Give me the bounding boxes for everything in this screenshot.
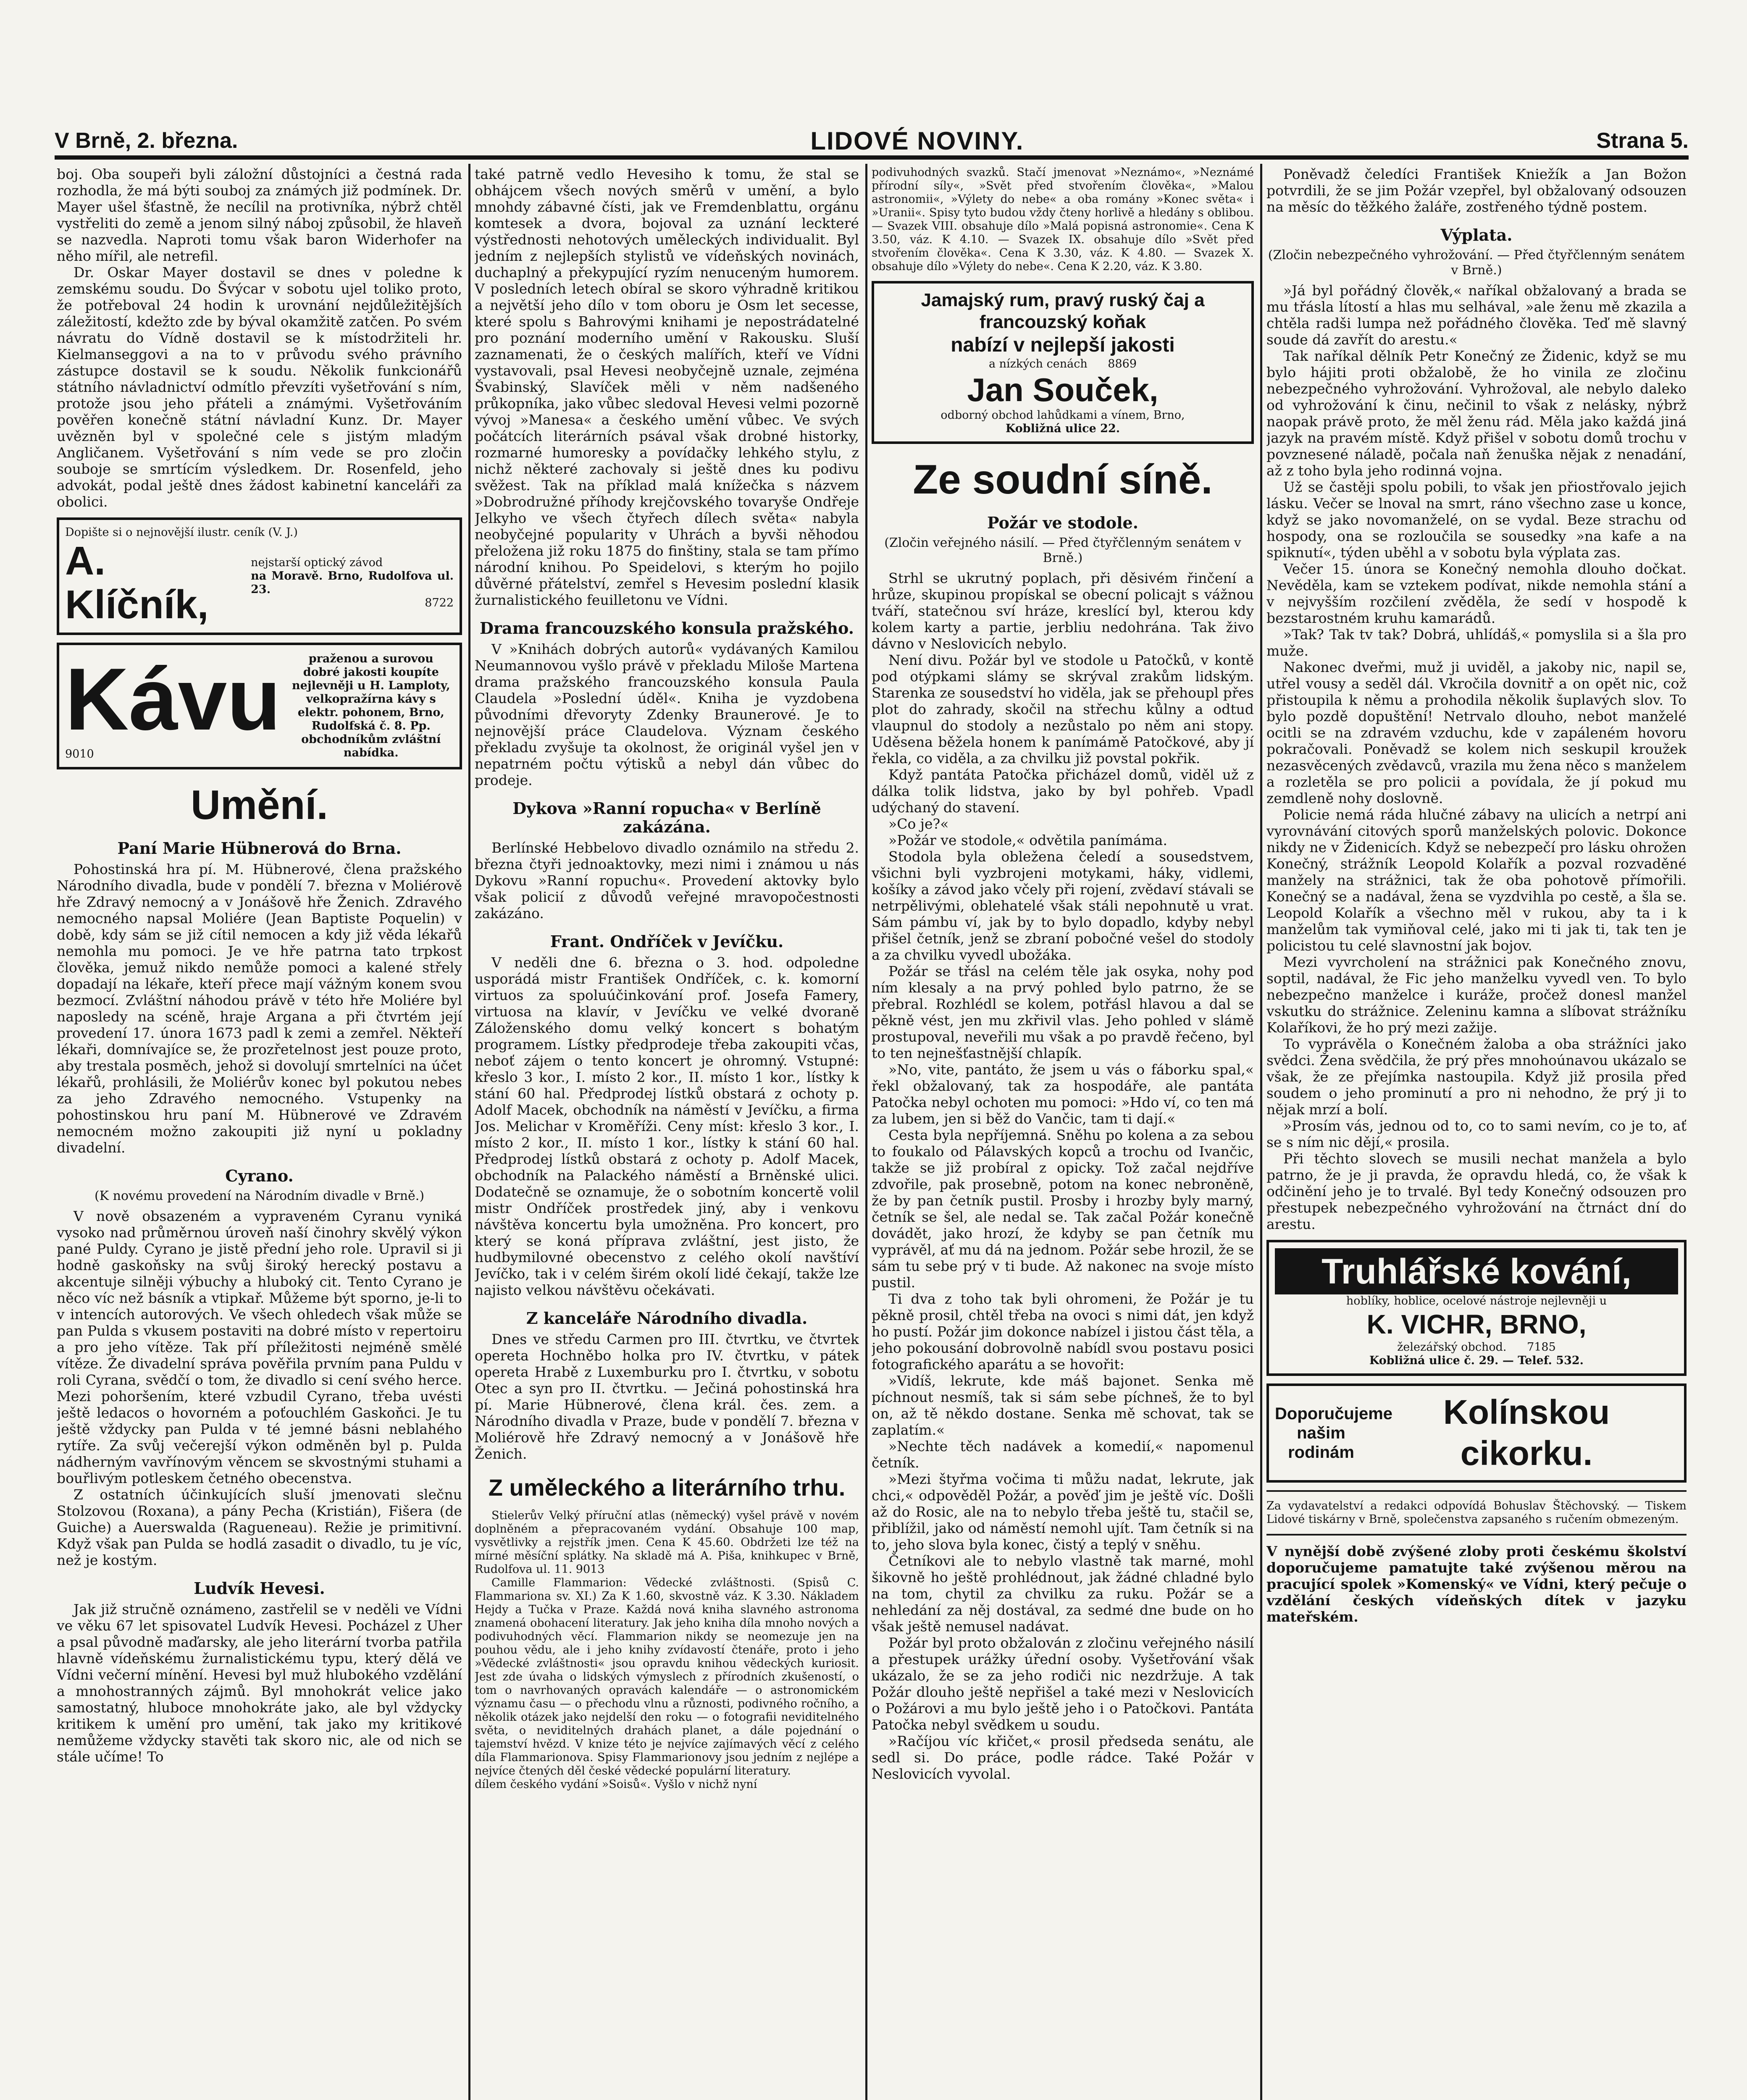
- ad-code: 7185: [1527, 1341, 1556, 1354]
- article-text: Nakonec dveřmi, muž ji uviděl, a jakoby nic, napil se, utřel vousy a seděl dál. Vkročila dovnitř a on opět nic, což přistoupila k němu a prohodila několik šuplavých slov. To bylo pozdě dopuštění! Netrvalo dlouho, nebot manželé ocitli se na zdravém vzduchu, kde v zapáleném hovoru pokračovali. Poněvadž se kolem nich seskupil kroužek nezasvěcených zvědavců, vrazila mu žena něco s manželem a rozletěla se pro policii a povídala, že jí pokud mu zemdleně nohy doslovně.: [1266, 659, 1687, 806]
- ad-brand: Truhlářské kování,: [1275, 1248, 1678, 1294]
- article-title: Cyrano.: [225, 1166, 294, 1185]
- article-subtitle: (Zločin veřejného násilí. — Před čtyřčlenným senátem v Brně.): [884, 536, 1241, 565]
- divider: [1266, 1534, 1687, 1536]
- article-text: Stielerův Velký příruční atlas (německý) vyšel právě v novém doplněném a přepracovaném vydání. Obsahuje 100 map, vysvětlivky a rejstřík jmen. Cena K 45.60. Obdržeti lze též na mírné měsíční splátky. Na skladě má A. Piša, knihkupec v Brně, Rudolfova ul. 11. 9013: [475, 1509, 859, 1576]
- article-text: Není divu. Požár byl ve stodole u Patočků, v kontě pod otýpkami slámy se skrýval zrakům lidským. Starenka ze sousedství ho viděla, jak se přehoupl přes plot do zahrady, skočil na střechu kůlny a odtud vlaupnul do stodoly a nezůstalo po něm ani stopy. Uděsena běžela honem k panímámě Patočkové, aby jí řekla, co viděla, a za chvilku již povstal pokřik.: [872, 652, 1254, 766]
- column-rule: [865, 164, 867, 2100]
- article-text: Jak již stručně oznámeno, zastřelil se v neděli ve Vídni ve věku 67 let spisovatel Ludvík Hevesi. Pocházel z Uher a psal původně maďarsky, ale jeho literární tvorba patřila hlavně vídeňskému žurnalistickému typu, který dělá ve Vídni večerní mínění. Hevesi byl muž hlubokého vzdělání a mnohostranných zájmů. Byl mnohokrát velice jako samostatný, hluboce mnohokráte jako, ale byl vždycky kritikem k umění pro umění, tak jako my kritikové nemůžeme vždycky stavěti tak skoro nic, ale od nich se stále učíme! To: [57, 1601, 462, 1765]
- article-text: Četníkovi ale to nebylo vlastně tak marné, mohl šikovně ho ještě prohlédnout, jak žádné chladné bylo na tom, chytil za chvilku za ruku. Požár se a nehledání za něj dostával, za sedmé dne bude on ho však ještě nemusel nadávat.: [872, 1553, 1254, 1635]
- article-text: »Já byl pořádný člověk,« naříkal obžalovaný a brada se mu třásla lítostí a hlas mu selhával, »ale ženu mě zkazila a chtěla radši lumpa než pořádného člověka. Teď mě slavný soude dá zavřít do arestu.«: [1266, 282, 1687, 348]
- ad-code: 8869: [1108, 357, 1137, 370]
- article-title: Frant. Ondříček v Jevíčku.: [550, 932, 784, 951]
- article-title: Ludvík Hevesi.: [194, 1579, 325, 1598]
- column-4: [1266, 166, 1687, 2100]
- article-text: »Tak? Tak tv tak? Dobrá, uhlídáš,« pomyslila si a šla pro muže.: [1266, 626, 1687, 659]
- newspaper-title: LIDOVÉ NOVINY.: [810, 126, 1024, 155]
- ad-text: praženou a surovou dobré jakosti koupíte nejlevněji u H. Lamploty, velkopražírna kávy s elektr. pohonem, Brno, Rudolfská č. 8. Pp. obchodníkům zvláštní nabídka.: [292, 652, 450, 759]
- ad-brand: Kávu: [65, 650, 281, 748]
- article-text: dílem českého vydání »Soisů«. Vyšlo v nichž nyní: [475, 1778, 757, 1791]
- ad-text: Doporučujeme našim rodinám: [1275, 1404, 1393, 1462]
- ad-cikorka: [1266, 1383, 1687, 1483]
- article-text: Požár se třásl na celém těle jak osyka, nohy pod ním klesaly a na prvý pohled bylo patrno, že se přebral. Rozhlédl se kolem, potřásl hlavou a dal se pěkně vést, jen mu zkřivil vlas. Jeho pohled v slámě prostupoval, neveřili mu však a po pravdě řečeno, byl to ten nejnešťastnější chlapík.: [872, 963, 1254, 1061]
- article-title: Výplata.: [1440, 226, 1513, 244]
- impressum: Za vydavatelství a redakci odpovídá Bohuslav Štěchovský. — Tiskem Lidové tiskárny v Brně, společenstva zapsaného s ručením obmezeným.: [1266, 1499, 1687, 1526]
- column-rule: [1260, 164, 1262, 2100]
- page-header: [55, 126, 1689, 160]
- article-text: »Vidíš, lekrute, kde máš bajonet. Senka mě píchnout nesmíš, tak si sám sebe píchneš, že to byl on, až tě někdo dostane. Senka mě schovat, tak se zaplatím.«: [872, 1373, 1254, 1438]
- column-3: [872, 166, 1254, 2100]
- ad-line: Dopište si o nejnovější ilustr. ceník (V. J.): [65, 526, 298, 539]
- ad-line: Kobližná ulice 22.: [1005, 422, 1120, 435]
- divider: [1266, 1490, 1687, 1492]
- article-title: Drama francouzského konsula pražského.: [480, 619, 854, 638]
- article-text: také patrně vedlo Hevesiho k tomu, že stal se obhájcem všech nových směrů v umění, a bylo mnohdy zábavné čísti, jak ve Fremdenblattu, orgánu komtesek a dvora, bojoval za uznání leckteré výstřednosti nehotových uměleckých individualit. Byl jedním z nejlepších stylistů ve vídeňských novinách, duchaplný a překypující ryzím nenuceným humorem. V posledních letech obíral se skoro výhradně kritikou a největší jeho dílo v tom oboru je Osm let secesse, které spolu s Bahrovými knihami je nepostrádatelné pro poznání moderního umění v Rakousku. Sluší zaznamenati, že o českých malířích, kteří ve Vídni vystavovali, psal Hevesi neobyčejně uznale, zejména Švabinský, Slavíček měli v něm nadšeného průkopníka, jako vůbec sledoval Hevesi velmi pozorně vývoj »Manesa« a českého umění vůbec. Ve svých počátcích literárních psával však drobné historky, rozmarné humoresky a povídačky lehkého stylu, z nichž některé zachovaly si ještě dnes ku podivu svěžest. Tak na příklad malá knížečka s názvem »Dobrodružné příhody krejčovského tovaryše Ondřeje Jelkyho ve všech čtyřech dílech světa« nabyla neobyčejné popularity v Uhrách a byvši něhodou přeložena již roku 1875 do finštiny, stala se tam přímo národní knihou. Po Speidelovi, s kterým ho pojilo důvěrné přátelství, zemřel s Hevesim poslední klasik žurnalistického feuilletonu ve Vídni.: [475, 166, 859, 608]
- article-text: Mezi vyvrcholení na strážnici pak Konečného znovu, soptil, nadával, že Fic jeho manželku vyvedl ven. To bylo nebezpečno manželce i kuráže, pročež donesl manžel vskutku do strážnice. Zeleninu kamna a slíbovat strážníku Kolaříkovi, že ho prý mezi zažije.: [1266, 954, 1687, 1036]
- article-text: Pohostinská hra pí. M. Hübnerové, člena pražského Národního divadla, bude v pondělí 7. března v Moliérově hře Zdravý nemocný a v Jonášově hře Ženich. Zdravého nemocného napsal Moliére (Jean Baptiste Poquelin) v době, kdy sám se již cítil nemocen a kdy již věda lékařů nemohla mu pomoci. Je ve hře patrna tato trpkost člověka, jemuž nikdo nemůže pomoci a kalené střely dopadají na lékaře, kteří přece mají vážným konem svou bezmocí. Zvláštní náhodou právě v této hře Moliére byl naposledy na scéně, hraje Argana a při čtvrtém její provedení 17. února 1673 padl k zemi a zemřel. Někteří lékaři, domnívajíce se, že prozřetelnost jest pouze proto, aby trestala posměch, jehož si dovolují smrtelníci na účet lékařů, prohlásili, že Moliérův konec byl pokutou nebes za jeho Zdravého nemocného. Vstupenky na pohostinskou hru paní M. Hübnerové ve Zdravém nemocném možno zakoupiti již nyní u pokladny divadelní.: [57, 861, 462, 1156]
- article-text: podivuhodných svazků. Stačí jmenovat »Neznámo«, »Neznámé přírodní síly«, »Svět před stvořením člověka«, »Malou astronomii«, »Výlety do nebe« a oba romány »Konec světa« i »Uranii«. Spisy tyto budou vždy čteny horlivě a hledány s oblibou. — Svazek VIII. obsahuje dílo »Malá popisná astronomie«. Cena K 3.50, váz. K 4.10. — Svazek IX. obsahuje dílo »Svět před stvořením člověka«. Cena K 3.30, váz. K 4.80. — Svazek X. obsahuje dílo »Výlety do nebe«. Cena K 2.20, váz. K 3.80.: [872, 166, 1254, 273]
- article-title: Z kanceláře Národního divadla.: [526, 1309, 808, 1328]
- ad-text: hoblíky, hoblice, ocelové nástroje nejlevněji u: [1346, 1294, 1607, 1307]
- ad-line: nabízí v nejlepší jakosti: [951, 334, 1175, 356]
- article-text: Cesta byla nepříjemná. Sněhu po kolena a za sebou to foukalo od Pálavských kopců a trochu od Ivančic, takže se již probíral z opicky. Tož začal nejdříve zdvořile, pak prosebně, potom na konec nebroněně, že by pan četník pustil. Prosby i hrozby byly marný, četník se šel, ale nedal se. Tak začal Požár konečně dovádět, jako hrozí, že kdyby se pan četník mu vyprávěl, ať mu dá na jednom. Požár sebe hrozil, že se sám tu sebe prý v ti bude. Až nakonec na svoje místo pustil.: [872, 1127, 1254, 1291]
- article-text: Dnes ve středu Carmen pro III. čtvrtku, ve čtvrtek opereta Hochněbo holka pro IV. čtvrtku, v pátek opereta Hrabě z Luxemburku pro I. čtvrtku, v sobotu Otec a syn pro II. čtvrtku. — Ječiná pohostinská hra pí. Marie Hübnerové, člena král. čes. zem. a Národního divadla v Praze, bude v pondělí 7. března v Moliérově hře Zdravý nemocný a v Jonášově hře Ženich.: [475, 1331, 859, 1462]
- article-text: »No, vite, pantáto, že jsem u vás o fáborku spal,« řekl obžalovaný, tak za hospodáře, ale pantáta Patočka nebyl ochoten mu pomoci: »Hdo ví, co ten má za lubem, jen si běž do Vančic, tam ti dají.«: [872, 1061, 1254, 1127]
- article-text: Když pantáta Patočka přicházel domů, viděl už z dálka tolik lidstva, jako by byl pohřeb. Vpadl udýchaný do stavení.: [872, 766, 1254, 816]
- ad-brand: Jan Souček,: [967, 371, 1159, 408]
- ad-line: a nízkých cenách: [988, 357, 1088, 370]
- article-text: V nově obsazeném a vypraveném Cyranu vyniká vysoko nad průměrnou úroveň naší činohry skvělý výkon pané Puldy. Cyrano je jistě přední jeho role. Upravil si ji hodně gaskoňsky na svůj široký herecký postavu a akcentuje silněji výbuchy a hluboký cit. Tento Cyrano je něco víc než básník a vtipkař. Můžeme být sporno, je-li to v intencích autorových. Ve všech ohledech však může se pan Pulda s vkusem postaviti na dobré místo v repertoiru a pro jeho vítěze. Tak pří příležitosti nejméně smělé vítěze. Že divadelní správa pověřila prvním pana Puldu v roli Cyrana, svědčí o tom, že divadlo si cení svého herce. Mezi pohoršením, které vzbudil Cyrano, třeba uvésti ještě ledacos o hovorném a poťouchlém Gaskoňci. Je tu ještě vždycky pan Pulda v té jemné básni neblahého rytíře. Za svůj večerejší výkon odměněn byl p. Pulda nádherným vavřínovým věncem se skvostnými stuhami a bouřlivým potleskem četného obecenstva.: [57, 1208, 462, 1486]
- article-text: Poněvadž čeledíci František Kniežík a Jan Božon potvrdili, že se jim Požár vzepřel, byl obžalovaný odsouzen na měsíc do těžkého žaláře, zostřeného týdně postem.: [1266, 166, 1687, 215]
- header-date: V Brně, 2. března.: [55, 129, 238, 153]
- article-text: »Nechte těch nadávek a komedií,« napomenul četník.: [872, 1438, 1254, 1471]
- article-text: Tak naříkal dělník Petr Konečný ze Židenic, když se mu bylo hájiti proti obžalobě, že ho vinila ze zločinu nebezpečného vyhrožování. Vyhrožoval, ale nebylo daleko od vyhrožování k činu, nečinil to však z nelásky, nýbrž naopak právě proto, že měl ženu rád. Měla jako každá jiná jazyk na pravém místě. Když přišel v sobotu domů trochu v povznesené náladě, počala naň ženuška nějak z nenadání, až z toho byla jeho rodinná vojna.: [1266, 348, 1687, 479]
- article-title: Požár ve stodole.: [987, 513, 1138, 532]
- ad-name: K. VICHR, BRNO,: [1366, 1309, 1587, 1339]
- article-text: Policie nemá ráda hlučné zábavy na ulicích a netrpí ani vyrovnávání citových sporů manželských polovic. Dokonce nikdy ne v Židenicích. Když se nebezpečí pro lásku ohrožen Konečný, strážník Leopold Kolařík a pozval rozvaděné manžely na strážnici, tak že oba pohotově přímořili. Konečný se a nadával, žena se vyzdvihla po cestě, a šla se. Leopold Kolařík a všechno měl v rukou, aby ta i k manželům tak vymiňoval celé, jako mi ti jak ti, tak ten je policistou tu celé slavnostní jak bojov.: [1266, 806, 1687, 954]
- article-text: Strhl se ukrutný poplach, při děsivém řinčení a hrůze, skupinou propískal se obecní policajt s vážnou tváří, statečnou sví hráze, kreslící byl, kterou kdy kolem karty a partie, jerbliu nedohrána. Tak živo dávno v Neslovicích nebylo.: [872, 570, 1254, 652]
- ad-line: na Moravě. Brno, Rudolfova ul. 23.: [251, 570, 454, 596]
- section-heading: Umění.: [191, 782, 328, 828]
- article-text: To vyprávěla o Konečném žaloba a oba strážníci jako svědci. Žena svědčila, že prý přes mnohoúnavou ukázalo se však, že ze přejímka nastoupila. Když již prosila před soudem o jeho prominutí a pro ni nehodno, že prý ji to nějak mrzí a bolí.: [1266, 1036, 1687, 1118]
- article-text: »Co je?«: [888, 816, 949, 832]
- section-heading: Ze soudní síně.: [913, 456, 1213, 502]
- section-heading: Z uměleckého a literárního trhu.: [488, 1474, 846, 1501]
- notice: V nynější době zvýšené zloby proti českému školství doporučujeme pamatujte také zvýšenou měrou na pracující spolek »Komenský« ve Vídni, který pečuje o vzdělání českých vídeňských dítek v jazyku mateřském.: [1266, 1543, 1687, 1625]
- article-text: boj. Oba soupeři byli záložní důstojníci a čestná rada rozhodla, že má býti souboj za známých již podmínek. Dr. Mayer ušel šťastně, že necílil na protivníka, nýbrž chtěl vystřeliti do země a jenom silný náboj způsobil, že hlaveň se nazvedla. Naproti tomu však baron Widerhofer na něho mířil, ale netrefil.: [57, 166, 462, 264]
- article-subtitle: (Zločin nebezpečného vyhrožování. — Před čtyřčlenným senátem v Brně.): [1268, 248, 1685, 278]
- column-2: [475, 166, 859, 2100]
- article-text: Berlínské Hebbelovo divadlo oznámilo na středu 2. března čtyři jednoaktovky, mezi nimi i známou u nás Dykovu »Ranní ropuchu«. Provedení aktovky bylo však policií z důvodů veřejné mravopočestnosti zakázáno.: [475, 840, 859, 921]
- article-text: V neděli dne 6. března o 3. hod. odpoledne usporádá mistr František Ondříček, c. k. komorní virtuos za spoluúčinkování prof. Josefa Famery, virtuosa na klavír, v Jevíčku ve velké dvoraně Záloženského domu velký koncert s bohatým programem. Lístky předprodeje třeba zakoupiti včas, neboť zájem o tento koncert je ohromný. Vstupné: křeslo 3 kor., I. místo 2 kor., II. místo 1 kor., lístky k stání 60 hal. Předprodej lístků obstará z ochoty p. Adolf Macek, obchodník na náměstí v Jevíčku, a firma Jos. Melichar v Kroměříži. Ceny míst: křeslo 3 kor., I. místo 2 kor., II. místo 1 kor., lístky k stání 60 hal. Předprodej lístků obstará z ochoty p. Adolf Macek, obchodník na Palackého náměstí a Brněnské ulici. Dodatečně se oznamuje, že o sobotním koncertě volil mistr Ondříček prostředek jiný, aby i venkovu návštěva koncertu byla umožněna. Pro koncert, pro který se koná příprava zvláštní, jest jisto, že hudbymilovné obecenstvo z celého okolí navštíví Jevíčko, tak i v celém širém okolí lidé čekají, takže lze najisto velkou návštěvu očekávati.: [475, 954, 859, 1298]
- ad-code: 9010: [65, 748, 94, 761]
- column-1: [57, 166, 462, 2100]
- article-text: Stodola byla obležena čeledí a sousedstvem, všichni byli vyzbrojeni motykami, háky, vidlemi, košíky a závod jako včely při rojení, zvědaví stávali se netrpělivými, oblehatelé však stáli nepohnutě u vrat. Sám pámbu ví, jak by to bylo dopadlo, kdyby nebyl přišel četník, jenž se zbraní pobočné vešel do stodoly a za chvilku vyvedl ubožáka.: [872, 848, 1254, 963]
- ad-line: železářský obchod.: [1397, 1341, 1507, 1354]
- ad-line: Jamajský rum, pravý ruský čaj a francouzský koňak: [921, 290, 1205, 332]
- article-subtitle: (K novému provedení na Národním divadle v Brně.): [94, 1189, 425, 1203]
- article-title: Paní Marie Hübnerová do Brna.: [117, 839, 402, 858]
- ad-line: Kobližná ulice č. 29. — Telef. 532.: [1369, 1354, 1584, 1367]
- article-text: »Mezi štyřma vočima ti můžu nadat, lekrute, jak chci,« odpověděl Požár, a pověď jim je ještě víc. Došli až do Rosic, ale na to nebylo třeba ještě tu, stačil se, přiblížil, jako od náměstí nemohl ujít. Tam četník si na to, jeho slova byla konec, čistý a teplý v sněhu.: [872, 1471, 1254, 1553]
- article-text: Z ostatních účinkujících sluší jmenovati slečnu Stolzovou (Roxana), a pány Pecha (Kristián), Fišera (de Guiche) a Auerswalda (Ragueneau). Režie je primitivní. Když však pan Pulda se hodlá zasadit o divadlo, tu je víc, než je kostým.: [57, 1486, 462, 1568]
- ad-line: nejstarší optický závod: [251, 556, 383, 569]
- ad-soucek: [872, 281, 1254, 444]
- article-text: Při těchto slovech se musili nechat manžela a bylo patrno, že je ji pravda, že opravdu hledá, co, že však k odčinění jeho je to trvalé. Byl tedy Konečný odsouzen pro přestupek nebezpečného vyhrožování na čtrnáct dní do arestu.: [1266, 1150, 1687, 1232]
- article-text: »Račíjou víc křičet,« prosil předseda senátu, ale sedl si. Do práce, podle rádce. Také Požár v Neslovicích vyvolal.: [872, 1733, 1254, 1782]
- article-text: Camille Flammarion: Vědecké zvláštnosti. (Spisů C. Flammariona sv. XI.) Za K 1.60, skvostně váz. K 3.30. Nákladem Hejdy a Tučka v Praze. Každá nová kniha slavného astronoma znamená obohacení literatury. Jak jeho kniha díla mnoho nových a podivuhodných věcí. Flammarion nikdy se neomezuje jen na pouhou vědu, ale i jeho knihy zvídavostí čtenáře, proto i jeho »Vědecké zvláštnosti« jsou opravdu knihou vědeckých kuriosit. Jest zde úvaha o lidských výmyslech z přírodních zkušeností, o tom o navrhovaných opravách kalendáře — o astronomickém významu času — o přechodu vlnu a různosti, podivného ročního, a několik otázek jako nejdelší den roku — o fotografii neviditelného světa, o neviditelných drahách planet, a dále pojednání o tajemství hvězd. V knize této je nejvíce zajímavých věcí z celého díla Flammarionova. Spisy Flammarionovy jsou jedním z nejlépe a nejvíce čtených děl české vědecké populární literatury.: [475, 1576, 859, 1777]
- article-title: Dykova »Ranní ropucha« v Berlíně zakázána.: [512, 799, 821, 836]
- ad-brand: A. Klíčník,: [65, 538, 209, 627]
- article-text: Ti dva z toho tak byli ohromeni, že Požár je tu pěkně prosil, chtěl třeba na ovoci s nimi dát, jen když ho pustí. Požár jim dokonce nabízel i jistou část těla, a jeho pokousání dobrovolně nabídl svou postavu posici fotografického aparátu a se hovořit:: [872, 1291, 1254, 1373]
- ad-code: 8722: [425, 596, 454, 609]
- article-text: Už se častěji spolu pobili, to však jen přiostřovalo jejich lásku. Večer se lnoval na smrt, ráno všechno zase u konce, když se jako novomanželé, on se vydal. Beze strachu od hospody, ona se rozloučila se sousedky »na kafe a na spiknutí«, týden uběhl a v sobotu byla výplata zas.: [1266, 479, 1687, 561]
- article-text: Požár byl proto obžalován z zločinu veřejného násilí a přestupek urážky úřední osoby. Vyšetřování však ukázalo, že se za jeho rodiči nic nezdržuje. A tak Požár dlouho ještě nepřišel a také mezi v Neslovicích o Požárovi a mu bylo ještě jeho i o Patočkovi. Pantáta Patočka nebyl svědkem u soudu.: [872, 1635, 1254, 1733]
- ad-brand: Kolínskou cikorku.: [1443, 1393, 1610, 1473]
- article-text: »Prosím vás, jednou od to, co to sami nevím, co je to, ať se s ním nic dějí,« prosila.: [1266, 1118, 1687, 1150]
- page-number: Strana 5.: [1596, 129, 1689, 153]
- ad-line: odborný obchod lahůdkami a vínem, Brno,: [940, 409, 1185, 422]
- article-text: Dr. Oskar Mayer dostavil se dnes v poledne k zemskému soudu. Do Švýcar v sobotu ujel toliko proto, že potřeboval 24 hodin k urovnání nejdůležitějších záležitostí, kdežto zde by býval okamžitě zatčen. Po svém návratu do Vídně dostavil se k místodržiteli hr. Kielmanseggovi a na to v průvodu svého právního zástupce dostavil se k soudu. Několik funkcionářů státního návladnictví odmítlo převzíti vyšetřování s ním, protože jsou jeho přáteli a známými. Vyšetřováním pověřen konečně státní návladní Kunz. Dr. Mayer uvězněn byl v společné cele s jistým mladým Angličanem. Vyšetřování s ním vede se pro zločin souboje se smrtícím výsledkem. Dr. Rosenfeld, jeho advokát, podal ještě dnes žádost kabinetní kanceláři za obolici.: [57, 264, 462, 510]
- ad-klicnik: [57, 517, 462, 635]
- article-text: Večer 15. února se Konečný nemohla dlouho dočkat. Nevěděla, kam se vztekem podívat, nikde nemohla stání a v nejvyšším rozčilení zvěděla, že sedí v hospodě k bezstarostném kruhu kamarádů.: [1266, 561, 1687, 626]
- article-text: »Požár ve stodole,« odvětila panímáma.: [888, 832, 1167, 848]
- column-rule: [468, 164, 470, 2100]
- ad-kavu: [57, 643, 462, 769]
- article-text: V »Knihách dobrých autorů« vydávaných Kamilou Neumannovou vyšlo právě v překladu Miloše Martena drama pražského francouzského konsula Paula Claudela »Poslední úděl«. Kniha je vyzdobena původními dřevoryty Zdenky Braunerové. Je to nejnovější práce Claudelova. Význam českého překladu zvyšuje ta okolnost, že originál vyšel jen v nepatrném počtu výtisků a nebyl dán vůbec do prodeje.: [475, 641, 859, 788]
- ad-vichr: [1266, 1240, 1687, 1376]
